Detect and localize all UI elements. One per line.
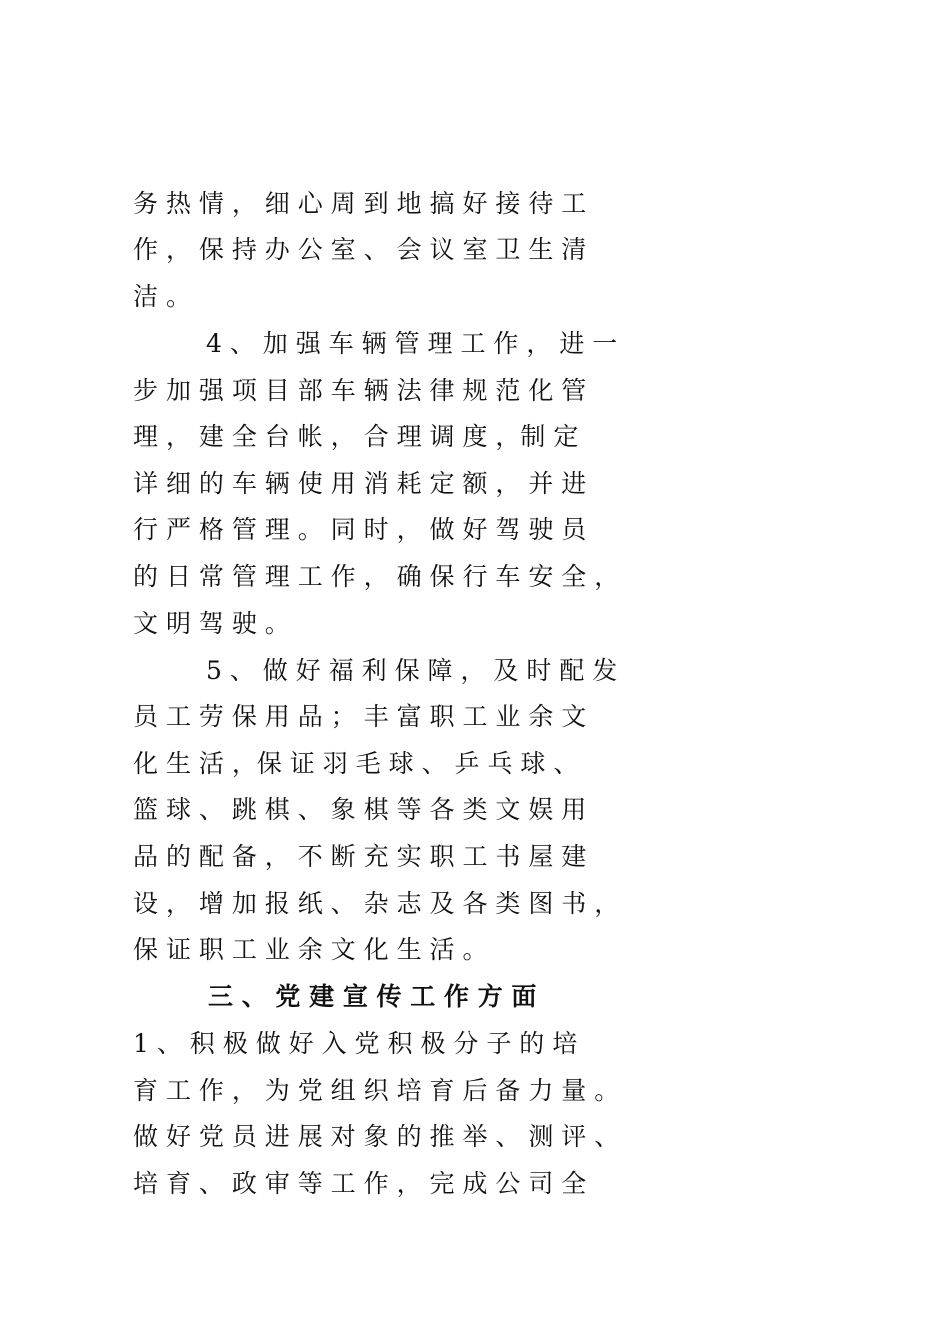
body-line: 育 工 作 ， 为 党 组 织 培 育 后 备 力 量 。 — [133, 1076, 620, 1105]
body-line: 设 ， 增 加 报 纸 、 杂 志 及 各 类 图 书 ， — [133, 889, 620, 918]
body-line: 培 育 、 政 审 等 工 作 ， 完 成 公 司 全 — [133, 1169, 587, 1198]
body-line: 篮 球 、 跳 棋 、 象 棋 等 各 类 文 娱 用 — [133, 795, 587, 824]
body-line: 的 日 常 管 理 工 作 ， 确 保 行 车 安 全 ， — [133, 562, 620, 591]
body-line: 员 工 劳 保 用 品 ； 丰 富 职 工 业 余 文 — [133, 702, 587, 731]
body-line: 行 严 格 管 理 。 同 时 ， 做 好 驾 驶 员 — [133, 515, 587, 544]
body-line: 化 生 活 ，保 证 羽 毛 球 、 乒 乓 球 、 — [133, 749, 579, 778]
body-line: 文 明 驾 驶 。 — [133, 609, 290, 638]
section-heading: 三 、 党 建 宣 传 工 作 方 面 — [208, 982, 537, 1011]
body-line: 品 的 配 备 ， 不 断 充 实 职 工 书 屋 建 — [133, 842, 587, 871]
body-line: 务 热 情 ， 细 心 周 到 地 搞 好 接 待 工 — [133, 189, 587, 218]
paragraph-line-item-5: 5 、 做 好 福 利 保 障 ， 及 时 配 发 — [206, 656, 618, 685]
body-line: 作 ， 保 持 办 公 室 、 会 议 室 卫 生 清 — [133, 235, 587, 264]
body-line: 步 加 强 项 目 部 车 辆 法 律 规 范 化 管 — [133, 376, 587, 405]
body-line: 理 ， 建 全 台 帐 ， 合 理 调 度 ，制 定 — [133, 422, 579, 451]
body-line: 详 细 的 车 辆 使 用 消 耗 定 额 ， 并 进 — [133, 469, 587, 498]
body-line: 保 证 职 工 业 余 文 化 生 活 。 — [133, 935, 488, 964]
body-line: 做 好 党 员 进 展 对 象 的 推 举 、 测 评 、 — [133, 1122, 620, 1151]
paragraph-line-item-1: 1 、 积 极 做 好 入 党 积 极 分 子 的 培 — [133, 1029, 578, 1058]
paragraph-line-item-4: 4 、 加 强 车 辆 管 理 工 作 ， 进 一 — [206, 329, 618, 358]
body-line: 洁 。 — [133, 282, 191, 311]
